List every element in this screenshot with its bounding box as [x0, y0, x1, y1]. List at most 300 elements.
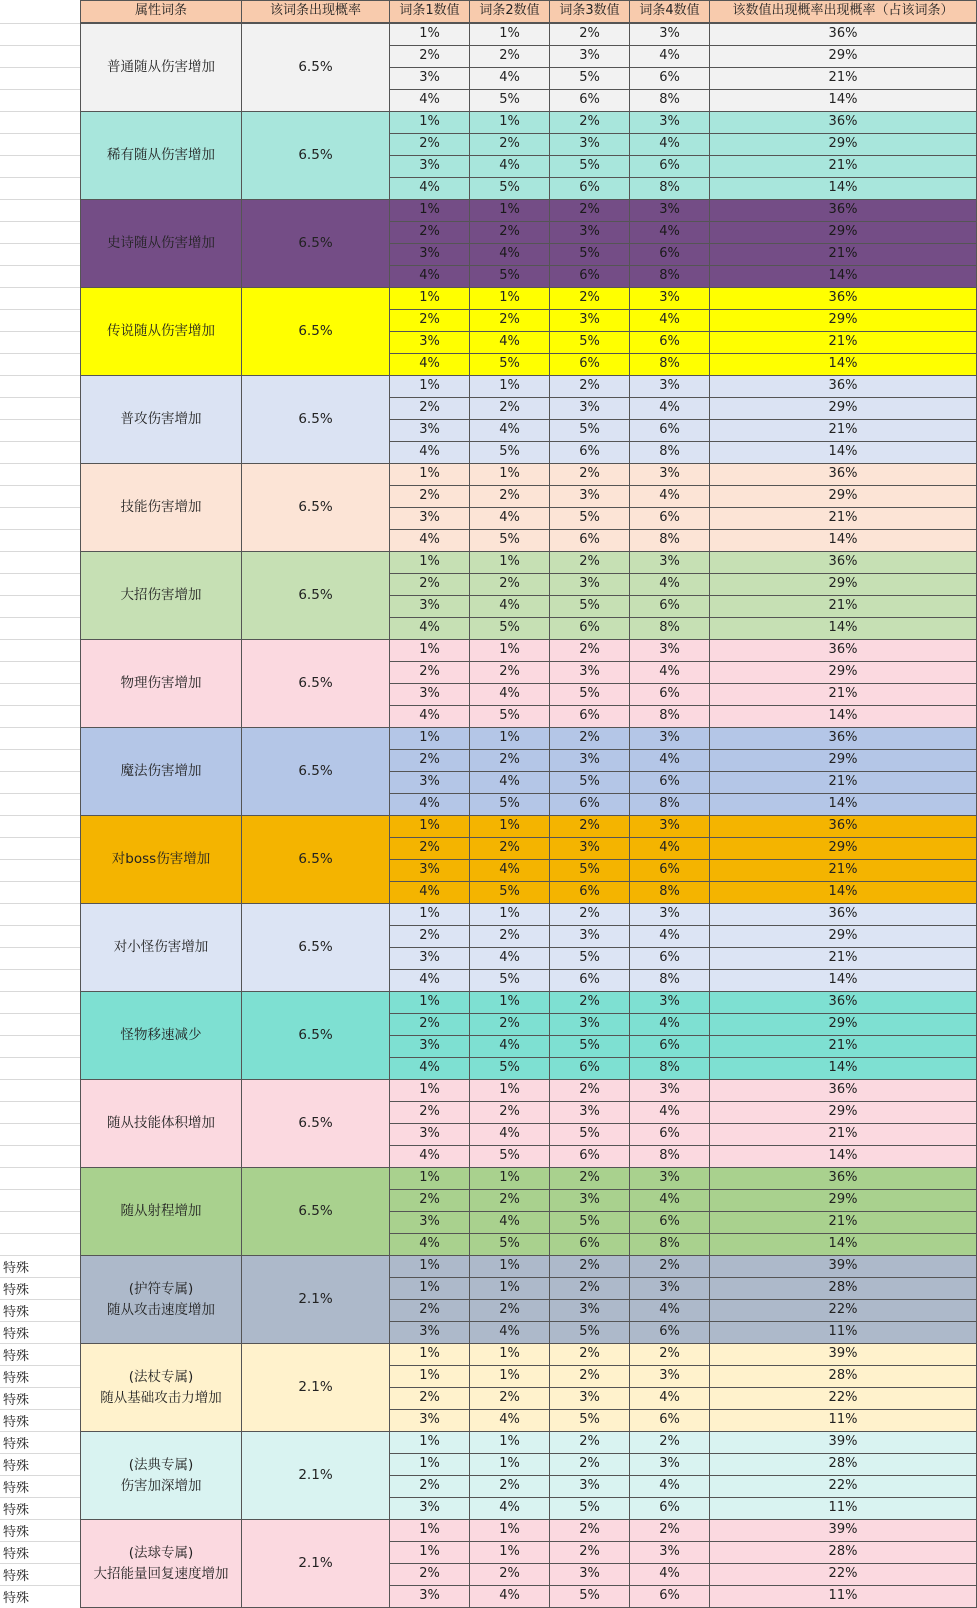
- value-cell: 3%: [549, 1563, 630, 1586]
- attribute-name-cell: 随从射程增加: [80, 1167, 242, 1256]
- value-cell: 2%: [549, 815, 630, 838]
- value-cell: 5%: [549, 67, 630, 90]
- value-probability-cell: 22%: [709, 1387, 977, 1410]
- attribute-probability-cell: 6.5%: [241, 903, 390, 992]
- value-cell: 4%: [629, 1189, 710, 1212]
- value-cell: 2%: [629, 1255, 710, 1278]
- value-cell: 4%: [469, 1409, 550, 1432]
- gridline: [0, 397, 80, 398]
- special-label: 特殊: [3, 1392, 30, 1408]
- value-cell: 8%: [629, 265, 710, 288]
- value-probability-cell: 29%: [709, 1101, 977, 1124]
- value-cell: 8%: [629, 969, 710, 992]
- value-cell: 1%: [389, 199, 470, 222]
- value-cell: 3%: [389, 67, 470, 90]
- value-probability-cell: 28%: [709, 1453, 977, 1476]
- header-cell: 词条3数值: [549, 0, 630, 23]
- gridline: [0, 309, 80, 310]
- value-cell: 4%: [629, 397, 710, 420]
- value-cell: 2%: [549, 903, 630, 926]
- attribute-name-cell: (法杖专属) 随从基础攻击力增加: [80, 1343, 242, 1432]
- special-label: 特殊: [3, 1480, 30, 1496]
- value-probability-cell: 11%: [709, 1497, 977, 1520]
- value-cell: 1%: [469, 111, 550, 134]
- value-probability-cell: 29%: [709, 397, 977, 420]
- value-cell: 6%: [629, 507, 710, 530]
- value-probability-cell: 29%: [709, 661, 977, 684]
- value-cell: 3%: [549, 661, 630, 684]
- value-cell: 6%: [629, 595, 710, 618]
- value-cell: 4%: [389, 1233, 470, 1256]
- value-cell: 2%: [549, 23, 630, 46]
- value-probability-cell: 29%: [709, 837, 977, 860]
- value-cell: 2%: [629, 1519, 710, 1542]
- value-cell: 6%: [629, 1585, 710, 1608]
- value-probability-cell: 21%: [709, 419, 977, 442]
- value-cell: 3%: [389, 947, 470, 970]
- value-cell: 1%: [469, 551, 550, 574]
- value-cell: 4%: [469, 419, 550, 442]
- gridline: [0, 1035, 80, 1036]
- value-cell: 3%: [629, 1277, 710, 1300]
- value-cell: 6%: [549, 881, 630, 904]
- value-cell: 1%: [469, 199, 550, 222]
- value-cell: 4%: [469, 1497, 550, 1520]
- gridline: [0, 1101, 80, 1102]
- value-cell: 1%: [469, 287, 550, 310]
- value-cell: 3%: [629, 551, 710, 574]
- value-probability-cell: 22%: [709, 1475, 977, 1498]
- value-cell: 5%: [549, 155, 630, 178]
- gridline: [0, 573, 80, 574]
- value-cell: 2%: [469, 221, 550, 244]
- value-cell: 4%: [469, 771, 550, 794]
- value-probability-cell: 11%: [709, 1321, 977, 1344]
- value-cell: 3%: [549, 309, 630, 332]
- value-probability-cell: 21%: [709, 771, 977, 794]
- value-cell: 4%: [629, 1387, 710, 1410]
- header-cell: 词条4数值: [629, 0, 710, 23]
- value-cell: 4%: [629, 485, 710, 508]
- value-cell: 2%: [389, 1387, 470, 1410]
- value-cell: 2%: [629, 1431, 710, 1454]
- value-cell: 1%: [469, 1431, 550, 1454]
- value-cell: 2%: [389, 221, 470, 244]
- value-cell: 2%: [469, 749, 550, 772]
- value-cell: 2%: [549, 1343, 630, 1366]
- gridline: [0, 89, 80, 90]
- gridline: [0, 111, 80, 112]
- value-probability-cell: 28%: [709, 1365, 977, 1388]
- value-cell: 4%: [629, 1299, 710, 1322]
- value-cell: 8%: [629, 705, 710, 728]
- value-probability-cell: 14%: [709, 969, 977, 992]
- value-cell: 5%: [549, 683, 630, 706]
- value-probability-cell: 36%: [709, 1167, 977, 1190]
- attribute-probability-cell: 6.5%: [241, 111, 390, 200]
- value-cell: 5%: [469, 1233, 550, 1256]
- attribute-probability-cell: 6.5%: [241, 551, 390, 640]
- gridline: [0, 1145, 80, 1146]
- value-probability-cell: 29%: [709, 309, 977, 332]
- attribute-probability-cell: 6.5%: [241, 287, 390, 376]
- value-cell: 4%: [469, 1321, 550, 1344]
- value-cell: 4%: [629, 1475, 710, 1498]
- value-cell: 3%: [389, 1409, 470, 1432]
- value-probability-cell: 21%: [709, 243, 977, 266]
- value-probability-cell: 29%: [709, 1013, 977, 1036]
- value-probability-cell: 36%: [709, 287, 977, 310]
- value-cell: 8%: [629, 89, 710, 112]
- attribute-name-cell: (法球专属) 大招能量回复速度增加: [80, 1519, 242, 1608]
- value-cell: 1%: [389, 1343, 470, 1366]
- special-label: 特殊: [3, 1502, 30, 1518]
- value-cell: 3%: [549, 221, 630, 244]
- value-cell: 2%: [469, 1563, 550, 1586]
- gridline: [0, 287, 80, 288]
- gridline: [0, 1057, 80, 1058]
- value-cell: 6%: [549, 353, 630, 376]
- value-cell: 2%: [389, 1189, 470, 1212]
- value-cell: 1%: [389, 375, 470, 398]
- value-cell: 3%: [389, 155, 470, 178]
- value-probability-cell: 39%: [709, 1519, 977, 1542]
- value-cell: 4%: [629, 309, 710, 332]
- gridline: [0, 617, 80, 618]
- value-cell: 3%: [629, 199, 710, 222]
- value-cell: 6%: [629, 331, 710, 354]
- special-label: 特殊: [3, 1260, 30, 1276]
- value-cell: 3%: [389, 1211, 470, 1234]
- value-cell: 5%: [469, 177, 550, 200]
- header-cell: 词条1数值: [389, 0, 470, 23]
- gridline: [0, 947, 80, 948]
- gridline: [0, 485, 80, 486]
- value-cell: 2%: [629, 1343, 710, 1366]
- special-label: 特殊: [3, 1348, 30, 1364]
- value-cell: 6%: [629, 243, 710, 266]
- value-cell: 1%: [469, 1255, 550, 1278]
- value-probability-cell: 14%: [709, 705, 977, 728]
- value-probability-cell: 14%: [709, 1145, 977, 1168]
- special-label: 特殊: [3, 1436, 30, 1452]
- value-cell: 5%: [549, 1497, 630, 1520]
- value-probability-cell: 28%: [709, 1277, 977, 1300]
- value-cell: 6%: [629, 419, 710, 442]
- value-cell: 5%: [469, 1145, 550, 1168]
- value-cell: 4%: [389, 265, 470, 288]
- value-cell: 2%: [549, 727, 630, 750]
- value-cell: 1%: [469, 463, 550, 486]
- value-probability-cell: 36%: [709, 551, 977, 574]
- value-cell: 3%: [629, 111, 710, 134]
- value-cell: 4%: [629, 837, 710, 860]
- value-cell: 4%: [389, 617, 470, 640]
- value-cell: 5%: [469, 1057, 550, 1080]
- value-cell: 8%: [629, 441, 710, 464]
- value-probability-cell: 21%: [709, 1123, 977, 1146]
- value-cell: 2%: [469, 925, 550, 948]
- value-cell: 3%: [389, 1123, 470, 1146]
- value-cell: 5%: [469, 881, 550, 904]
- gridline: [0, 243, 80, 244]
- attribute-name-cell: 对boss伤害增加: [80, 815, 242, 904]
- gridline: [0, 221, 80, 222]
- value-cell: 4%: [469, 947, 550, 970]
- attribute-probability-cell: 6.5%: [241, 199, 390, 288]
- value-probability-cell: 39%: [709, 1431, 977, 1454]
- value-cell: 3%: [629, 991, 710, 1014]
- value-cell: 2%: [389, 837, 470, 860]
- gridline: [0, 727, 80, 728]
- value-cell: 4%: [469, 683, 550, 706]
- value-probability-cell: 14%: [709, 1057, 977, 1080]
- special-label: 特殊: [3, 1590, 30, 1606]
- gridline: [0, 705, 80, 706]
- value-cell: 2%: [389, 133, 470, 156]
- value-cell: 5%: [549, 243, 630, 266]
- value-cell: 5%: [469, 265, 550, 288]
- value-probability-cell: 14%: [709, 265, 977, 288]
- gridline: [0, 1189, 80, 1190]
- gridline: [0, 903, 80, 904]
- value-cell: 3%: [549, 1475, 630, 1498]
- value-cell: 1%: [389, 463, 470, 486]
- gridline: [0, 837, 80, 838]
- gridline: [0, 133, 80, 134]
- gridline: [0, 419, 80, 420]
- value-probability-cell: 22%: [709, 1299, 977, 1322]
- value-cell: 4%: [629, 45, 710, 68]
- value-cell: 4%: [389, 1145, 470, 1168]
- special-label: 特殊: [3, 1568, 30, 1584]
- value-cell: 6%: [629, 1497, 710, 1520]
- value-cell: 4%: [389, 793, 470, 816]
- value-cell: 4%: [629, 1101, 710, 1124]
- value-cell: 6%: [629, 1035, 710, 1058]
- attribute-name-cell: 怪物移速减少: [80, 991, 242, 1080]
- value-cell: 6%: [629, 771, 710, 794]
- attribute-name-cell: 技能伤害增加: [80, 463, 242, 552]
- value-cell: 2%: [469, 1189, 550, 1212]
- value-cell: 1%: [469, 1079, 550, 1102]
- value-cell: 1%: [469, 815, 550, 838]
- value-cell: 3%: [389, 419, 470, 442]
- value-cell: 3%: [629, 903, 710, 926]
- value-cell: 4%: [469, 1585, 550, 1608]
- value-probability-cell: 21%: [709, 155, 977, 178]
- value-cell: 4%: [469, 595, 550, 618]
- value-probability-cell: 21%: [709, 331, 977, 354]
- gridline: [0, 793, 80, 794]
- gridline: [0, 177, 80, 178]
- header-cell: 该数值出现概率出现概率（占该词条）: [709, 0, 977, 23]
- value-probability-cell: 29%: [709, 485, 977, 508]
- attribute-probability-cell: 2.1%: [241, 1343, 390, 1432]
- value-cell: 3%: [629, 1541, 710, 1564]
- value-cell: 6%: [549, 177, 630, 200]
- gridline: [0, 463, 80, 464]
- value-probability-cell: 39%: [709, 1343, 977, 1366]
- value-probability-cell: 21%: [709, 1035, 977, 1058]
- value-cell: 3%: [389, 1585, 470, 1608]
- value-cell: 2%: [549, 1453, 630, 1476]
- value-cell: 2%: [469, 1101, 550, 1124]
- value-probability-cell: 14%: [709, 529, 977, 552]
- value-probability-cell: 29%: [709, 45, 977, 68]
- value-cell: 2%: [389, 1299, 470, 1322]
- value-cell: 6%: [549, 441, 630, 464]
- value-cell: 3%: [389, 243, 470, 266]
- value-probability-cell: 14%: [709, 793, 977, 816]
- value-cell: 4%: [629, 133, 710, 156]
- value-cell: 4%: [389, 353, 470, 376]
- value-cell: 8%: [629, 529, 710, 552]
- value-cell: 3%: [549, 1189, 630, 1212]
- value-cell: 2%: [549, 287, 630, 310]
- value-cell: 3%: [389, 1497, 470, 1520]
- gridline: [0, 881, 80, 882]
- value-cell: 5%: [549, 1035, 630, 1058]
- value-cell: 3%: [629, 375, 710, 398]
- value-cell: 8%: [629, 1145, 710, 1168]
- attribute-probability-cell: 2.1%: [241, 1255, 390, 1344]
- value-cell: 2%: [549, 199, 630, 222]
- value-cell: 1%: [389, 111, 470, 134]
- gridline: [0, 771, 80, 772]
- value-probability-cell: 14%: [709, 441, 977, 464]
- value-cell: 2%: [389, 45, 470, 68]
- value-cell: 4%: [629, 925, 710, 948]
- value-cell: 6%: [549, 265, 630, 288]
- value-cell: 1%: [469, 991, 550, 1014]
- value-cell: 4%: [389, 969, 470, 992]
- attribute-probability-cell: 6.5%: [241, 463, 390, 552]
- value-cell: 2%: [549, 1519, 630, 1542]
- value-cell: 4%: [629, 573, 710, 596]
- value-cell: 2%: [389, 661, 470, 684]
- value-cell: 3%: [389, 771, 470, 794]
- value-cell: 2%: [549, 1541, 630, 1564]
- value-cell: 1%: [469, 903, 550, 926]
- value-cell: 8%: [629, 617, 710, 640]
- value-cell: 5%: [549, 1123, 630, 1146]
- gridline: [0, 859, 80, 860]
- value-cell: 4%: [629, 749, 710, 772]
- value-cell: 2%: [549, 639, 630, 662]
- value-cell: 3%: [629, 23, 710, 46]
- value-cell: 5%: [469, 353, 550, 376]
- value-probability-cell: 14%: [709, 89, 977, 112]
- value-cell: 2%: [389, 925, 470, 948]
- attribute-probability-cell: 6.5%: [241, 815, 390, 904]
- value-cell: 4%: [389, 529, 470, 552]
- value-cell: 2%: [469, 397, 550, 420]
- value-probability-cell: 21%: [709, 67, 977, 90]
- value-cell: 5%: [469, 969, 550, 992]
- value-cell: 2%: [389, 485, 470, 508]
- value-cell: 3%: [629, 1365, 710, 1388]
- gridline: [0, 969, 80, 970]
- value-cell: 2%: [549, 111, 630, 134]
- attribute-name-cell: 大招伤害增加: [80, 551, 242, 640]
- value-cell: 2%: [389, 1563, 470, 1586]
- attribute-name-cell: 普攻伤害增加: [80, 375, 242, 464]
- gridline: [0, 265, 80, 266]
- value-probability-cell: 14%: [709, 617, 977, 640]
- value-probability-cell: 28%: [709, 1541, 977, 1564]
- value-cell: 1%: [389, 1519, 470, 1542]
- value-cell: 1%: [469, 375, 550, 398]
- attribute-name-cell: (法典专属) 伤害加深增加: [80, 1431, 242, 1520]
- value-cell: 4%: [469, 331, 550, 354]
- attribute-probability-cell: 2.1%: [241, 1519, 390, 1608]
- value-cell: 6%: [629, 1321, 710, 1344]
- value-cell: 2%: [469, 1387, 550, 1410]
- value-cell: 6%: [549, 793, 630, 816]
- value-cell: 6%: [549, 1057, 630, 1080]
- value-cell: 1%: [389, 23, 470, 46]
- value-cell: 3%: [549, 1013, 630, 1036]
- attribute-name-cell: 魔法伤害增加: [80, 727, 242, 816]
- value-cell: 1%: [389, 1431, 470, 1454]
- value-cell: 2%: [469, 133, 550, 156]
- value-cell: 3%: [629, 1453, 710, 1476]
- gridline: [0, 1167, 80, 1168]
- value-cell: 1%: [389, 1365, 470, 1388]
- value-cell: 4%: [469, 243, 550, 266]
- value-cell: 4%: [389, 89, 470, 112]
- attribute-name-cell: (护符专属) 随从攻击速度增加: [80, 1255, 242, 1344]
- value-probability-cell: 36%: [709, 111, 977, 134]
- value-probability-cell: 36%: [709, 375, 977, 398]
- value-cell: 6%: [549, 617, 630, 640]
- value-cell: 2%: [469, 573, 550, 596]
- value-cell: 1%: [389, 1079, 470, 1102]
- value-probability-cell: 36%: [709, 199, 977, 222]
- value-probability-cell: 21%: [709, 683, 977, 706]
- value-cell: 6%: [629, 155, 710, 178]
- attribute-name-cell: 普通随从伤害增加: [80, 23, 242, 112]
- special-label: 特殊: [3, 1414, 30, 1430]
- value-cell: 4%: [389, 1057, 470, 1080]
- value-cell: 4%: [469, 67, 550, 90]
- value-cell: 3%: [389, 859, 470, 882]
- value-cell: 1%: [389, 1255, 470, 1278]
- value-cell: 3%: [549, 1101, 630, 1124]
- value-probability-cell: 21%: [709, 947, 977, 970]
- value-cell: 2%: [389, 309, 470, 332]
- value-probability-cell: 21%: [709, 595, 977, 618]
- special-label: 特殊: [3, 1282, 30, 1298]
- value-cell: 2%: [389, 1013, 470, 1036]
- value-cell: 6%: [549, 529, 630, 552]
- special-label: 特殊: [3, 1546, 30, 1562]
- header-cell: 该词条出现概率: [241, 0, 390, 23]
- value-cell: 2%: [469, 661, 550, 684]
- value-cell: 6%: [549, 1233, 630, 1256]
- value-cell: 4%: [389, 881, 470, 904]
- value-cell: 1%: [389, 727, 470, 750]
- value-cell: 1%: [469, 1167, 550, 1190]
- value-cell: 1%: [389, 815, 470, 838]
- value-cell: 1%: [469, 1365, 550, 1388]
- value-cell: 6%: [629, 859, 710, 882]
- value-probability-cell: 36%: [709, 1079, 977, 1102]
- value-cell: 2%: [469, 485, 550, 508]
- value-cell: 1%: [389, 1541, 470, 1564]
- gridline: [0, 1211, 80, 1212]
